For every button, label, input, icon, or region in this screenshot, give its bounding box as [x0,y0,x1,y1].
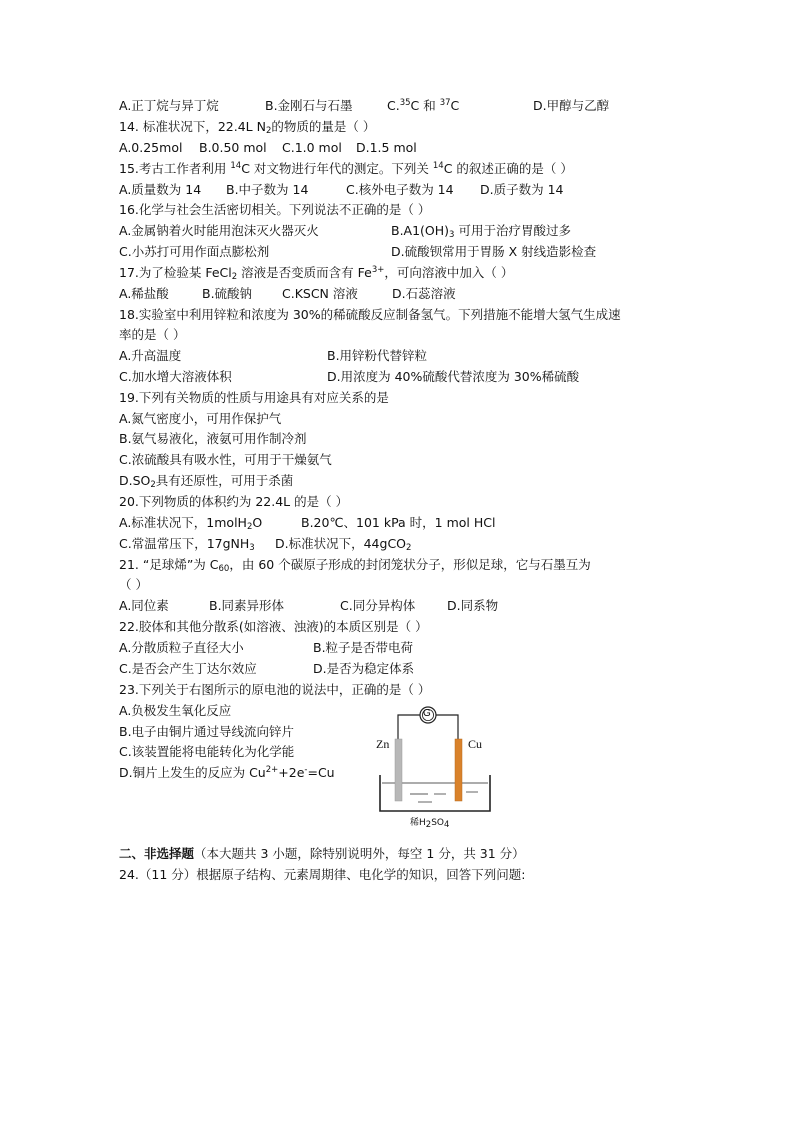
q24-stem: 24.（11 分）根据原子结构、元素周期律、电化学的知识，回答下列问题: [119,867,526,882]
q20-option-d: D.标准状况下，44gCO$_2$ [275,536,412,553]
copper-electrode [455,739,462,801]
q22-option-c: C.是否会产生丁达尔效应 [119,661,257,676]
q21-option-d: D.同系物 [447,598,499,613]
q19-option-c: C.浓硫酸具有吸水性，可用于干燥氨气 [119,452,332,467]
q15-option-b: B.中子数为 14 [226,182,309,197]
galvanometer-label: G [423,708,431,719]
q18-option-c: C.加水增大溶液体积 [119,369,232,384]
q19-stem: 19.下列有关物质的性质与用途具有对应关系的是 [119,390,389,405]
q17-stem: 17.为了检验某 FeCl$_2$ 溶液是否变质而含有 $Fe^{3+}$，可向溶液中加入（ ） [119,265,514,282]
q15-option-d: D.质子数为 14 [480,182,564,197]
q13-option-a: A.正丁烷与异丁烷 [119,98,219,113]
q18-option-d: D.用浓度为 40%硫酸代替浓度为 30%稀硫酸 [327,369,580,384]
galvanic-cell-diagram [370,703,500,833]
q18-stem-line2: 率的是（ ） [119,327,186,342]
q16-option-b: $B.A1(OH)_3$ 可用于治疗胃酸过多 [391,223,571,240]
q16-option-d: D.硫酸钡常用于胃肠 X 射线造影检查 [391,244,597,259]
wire-left [398,715,420,739]
q21-option-b: B.同素异形体 [209,598,285,613]
wire-right [436,715,458,739]
q14-option-a: A.0.25mol [119,140,183,155]
q14-stem: 14. 标准状况下，22.4L $N_2$的物质的量是（ ） [119,119,376,136]
q21-option-c: C.同分异构体 [340,598,416,613]
q23-option-a: A.负极发生氧化反应 [119,703,232,718]
q18-option-b: B.用锌粉代替锌粒 [327,348,428,363]
copper-label: Cu [468,737,483,751]
q13-option-d: D.甲醇与乙醇 [533,98,610,113]
q16-option-a: A.金属钠着火时能用泡沫灭火器灭火 [119,223,319,238]
q19-option-a: A.氮气密度小，可用作保护气 [119,411,282,426]
q21-option-a: A.同位素 [119,598,169,613]
q14-option-c: C.1.0 mol [282,140,342,155]
q20-option-c: C.常温常压下，17gNH$_3$ [119,536,255,553]
q14-option-b: B.0.50 mol [199,140,267,155]
q20-stem: 20.下列物质的体积约为 22.4L 的是（ ） [119,494,349,509]
q20-option-a: A.标准状况下，1molH$_2$O [119,515,263,532]
section2-heading [119,846,525,862]
q13-option-c: C.$^{35}$C 和 $^{37}$C [387,98,460,113]
q19-option-b: B.氨气易液化，液氨可用作制冷剂 [119,431,307,446]
q22-option-a: A.分散质粒子直径大小 [119,640,244,655]
section2-note: （本大题共 3 小题，除特别说明外，每空 1 分，共 31 分） [194,846,525,861]
q15-stem: 15.考古工作者利用 $^{14}$C 对文物进行年代的测定。下列关 $^{14}$C 的叙述正确的是（ ） [119,161,573,176]
q16-stem: 16.化学与社会生活密切相关。下列说法不正确的是（ ） [119,202,431,217]
q23-option-b: B.电子由铜片通过导线流向锌片 [119,724,295,739]
q17-option-b: B.硫酸钠 [202,286,253,301]
q23-stem: 23.下列关于右图所示的原电池的说法中，正确的是（ ） [119,682,431,697]
q14-option-d: D.1.5 mol [356,140,417,155]
q21-stem-line2: （ ） [119,577,148,592]
q22-option-b: B.粒子是否带电荷 [313,640,414,655]
q16-option-c: C.小苏打可用作面点膨松剂 [119,244,270,259]
q17-option-a: A.稀盐酸 [119,286,169,301]
q17-option-d: D.石蕊溶液 [392,286,456,301]
q22-stem: 22.胶体和其他分散系(如溶液、浊液)的本质区别是（ ） [119,619,428,634]
q21-stem-line1: 21. “足球烯”为 $C_{60}$，由 60 个碳原子形成的封闭笼状分子，形似足球，它与石墨互为 [119,557,591,574]
q19-option-d: $D.SO_2$具有还原性，可用于杀菌 [119,473,294,490]
q23-option-c: C.该装置能将电能转化为化学能 [119,744,295,759]
q15-option-c: C.核外电子数为 14 [346,182,454,197]
q18-stem-line1: 18.实验室中利用锌粒和浓度为 30%的稀硫酸反应制备氢气。下列措施不能增大氢气生成速 [119,307,621,322]
q17-option-c: C.KSCN 溶液 [282,286,358,301]
zinc-label: Zn [376,737,390,751]
electrolyte-label: 稀$H_2SO_4$ [410,818,450,830]
q18-option-a: A.升高温度 [119,348,182,363]
galvanic-cell-svg [370,703,500,833]
section2-title: 二、非选择题 [119,846,195,861]
q22-option-d: D.是否为稳定体系 [313,661,415,676]
zinc-electrode [395,739,402,801]
q20-option-b: B.20℃、101 kPa 时，1 mol HCl [301,515,496,530]
q23-option-d: D.铜片上发生的反应为 $Cu^{2+}+2e^-=Cu$ [119,765,335,780]
q13-option-b: B.金刚石与石墨 [265,98,353,113]
q15-option-a: A.质量数为 14 [119,182,202,197]
